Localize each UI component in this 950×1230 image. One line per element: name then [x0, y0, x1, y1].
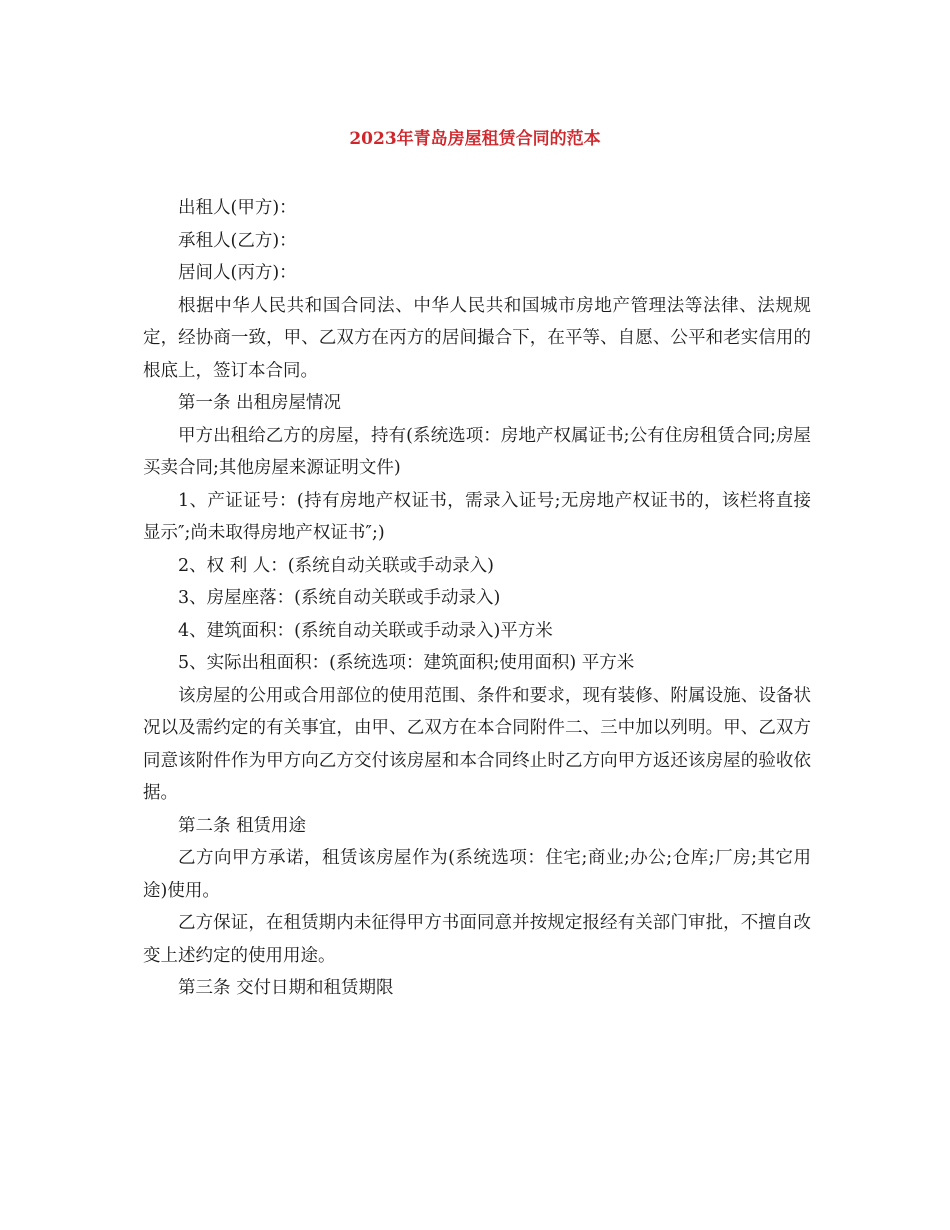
- item-rental-area: 5、实际出租面积：(系统选项：建筑面积;使用面积) 平方米: [178, 653, 635, 673]
- article-2-heading: 第二条 租赁用途: [178, 815, 307, 836]
- item-building-area: 4、建筑面积：(系统自动关联或手动录入)平方米: [178, 620, 553, 641]
- common-parts-paragraph: 该房屋的公用或合用部位的使用范围、条件和要求，现有装修、附属设施、设备状况以及需约定的有关事宜，由甲、乙双方在本合同附件二、三中加以列明。甲、乙双方同意该附件作为甲方向乙方交付该房屋和本合同终止时乙方向甲方返还该房屋的验收依据。: [143, 685, 811, 803]
- party-a-line: 出租人(甲方)：: [178, 198, 297, 218]
- item-location: 3、房屋座落：(系统自动关联或手动录入): [178, 588, 501, 608]
- document-title: 2023年青岛房屋租赁合同的范本: [349, 129, 601, 149]
- usage-paragraph: 乙方向甲方承诺，租赁该房屋作为(系统选项：住宅;商业;办公;仓库;厂房;其它用途)使用。: [143, 848, 811, 901]
- party-c-line: 居间人(丙方)：: [178, 263, 297, 283]
- item-right-holder: 2、权 利 人：(系统自动关联或手动录入): [178, 555, 494, 576]
- article-1-heading: 第一条 出租房屋情况: [178, 393, 342, 413]
- article-3-heading: 第三条 交付日期和租赁期限: [178, 978, 394, 998]
- document-body: [143, 192, 811, 1005]
- preamble-paragraph: 根据中华人民共和国合同法、中华人民共和国城市房地产管理法等法律、法规规定，经协商一致，甲、乙双方在丙方的居间撮合下，在平等、自愿、公平和老实信用的根底上，签订本合同。: [143, 295, 811, 381]
- item-certificate-number: 1、产证证号：(持有房地产权证书，需录入证号;无房地产权证书的，该栏将直接显示″;尚未取得房地产权证书″;): [143, 490, 811, 543]
- party-b-line: 承租人(乙方)：: [178, 230, 297, 251]
- guarantee-paragraph: 乙方保证，在租赁期内未征得甲方书面同意并按规定报经有关部门审批，不擅自改变上述约定的使用用途。: [143, 913, 811, 966]
- article-1-paragraph: 甲方出租给乙方的房屋，持有(系统选项：房地产权属证书;公有住房租赁合同;房屋买卖合同;其他房屋来源证明文件): [143, 425, 811, 478]
